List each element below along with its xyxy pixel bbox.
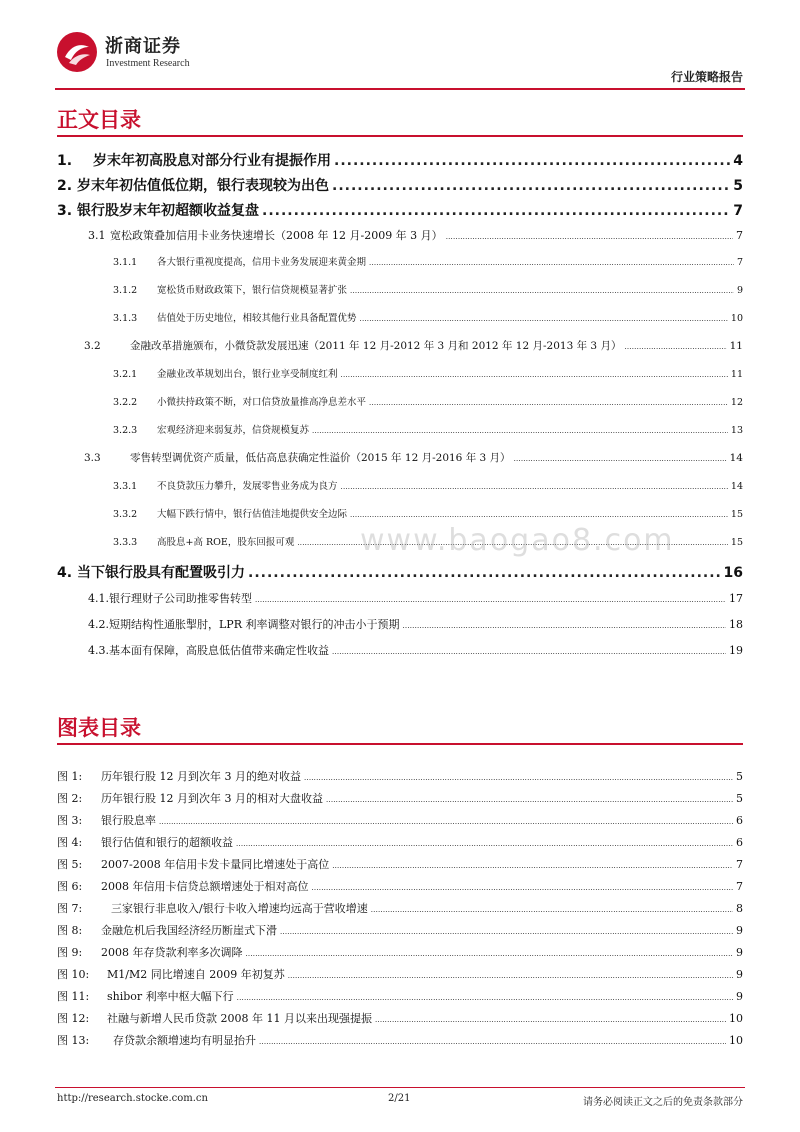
toc-entry-number: 3.1.2: [113, 285, 138, 296]
toc-entry-page: 15: [730, 509, 743, 520]
toc-entry[interactable]: [88, 642, 743, 658]
figure-leader-dots: [159, 814, 733, 827]
toc-entry-page: 7: [736, 257, 743, 268]
toc-entry[interactable]: [113, 394, 743, 408]
toc-entry-number: 3.3.3: [113, 537, 138, 548]
toc-entry-text: 金融改革措施颁布，小微贷款发展迅速（2011 年 12 月-2012 年 3 月和 2012 年 12 月-2013 年 3 月）: [130, 340, 622, 352]
toc-entry[interactable]: [113, 506, 743, 520]
toc-entry-text: 不良贷款压力攀升，发展零售业务成为良方: [157, 481, 338, 492]
figure-entry-label: 图 1:: [57, 770, 83, 783]
figure-entry-page: 10: [729, 1012, 743, 1025]
figure-entry-page: 5: [736, 792, 743, 805]
toc-entry-number: 4.2.: [88, 618, 109, 631]
toc-leader-dots: [341, 481, 728, 492]
figure-entry-label: 图 12:: [57, 1012, 90, 1025]
toc-leader-dots: [262, 203, 730, 219]
toc-leader-dots: [350, 285, 734, 296]
toc-entry[interactable]: [113, 422, 743, 436]
toc-entry-text: 短期结构性通胀掣肘，LPR 利率调整对银行的冲击小于预期: [109, 618, 400, 631]
toc-leader-dots: [332, 644, 726, 657]
figure-entry-label: 图 6:: [57, 880, 83, 893]
figure-entry-page: 7: [736, 880, 743, 893]
figure-entry-text: 金融危机后我国经济经历断崖式下滑: [101, 924, 277, 937]
toc-entry-page: 12: [730, 397, 743, 408]
figure-entry[interactable]: [57, 878, 743, 894]
toc-leader-dots: [312, 425, 728, 436]
figure-entry[interactable]: [57, 856, 743, 872]
figure-entry-text: M1/M2 同比增速自 2009 年初复苏: [107, 968, 285, 981]
toc-entry-number: 3.2.3: [113, 425, 138, 436]
figure-entry-text: 三家银行非息收入/银行卡收入增速均远高于营收增速: [111, 902, 368, 915]
figure-leader-dots: [288, 968, 733, 981]
toc-entry-page: 18: [729, 618, 743, 631]
figure-entry-page: 10: [729, 1034, 743, 1047]
toc-entry-number: 4.: [57, 565, 73, 581]
toc-leader-dots: [248, 565, 721, 581]
toc-leader-dots: [369, 397, 728, 408]
toc-entry-number: 3.1: [88, 229, 106, 242]
toc-entry-page: 16: [723, 565, 743, 581]
toc-entry-number: 3.2.1: [113, 369, 138, 380]
toc-entry-text: 基本面有保障，高股息低估值带来确定性收益: [109, 644, 329, 657]
toc-entry-number: 3.1.1: [113, 257, 138, 268]
toc-entry[interactable]: [57, 150, 743, 170]
toc-entry[interactable]: [113, 478, 743, 492]
toc-leader-dots: [255, 592, 726, 605]
toc-entry-text: 岁末年初估值低位期，银行表现较为出色: [77, 178, 329, 194]
toc-entry-text: 宏观经济迎来弱复苏，信贷规模复苏: [157, 425, 310, 436]
toc-entry-text: 宽松货币财政政策下，银行信贷规模显著扩张: [157, 285, 348, 296]
toc-entry-text: 当下银行股具有配置吸引力: [77, 565, 245, 581]
figure-list-title-rule: [57, 743, 743, 745]
toc-entry-number: 1.: [57, 153, 73, 169]
toc-entry-page: 11: [729, 340, 743, 352]
figure-leader-dots: [312, 880, 734, 893]
figure-entry-label: 图 7:: [57, 902, 83, 915]
toc-entry-text: 各大银行重视度提高，信用卡业务发展迎来黄金期: [157, 257, 367, 268]
logo-mark-icon: [55, 30, 99, 74]
figure-entry-page: 9: [736, 968, 743, 981]
figure-entry-text: 2008 年信用卡信贷总额增速处于相对高位: [101, 880, 309, 893]
toc-entry[interactable]: [88, 616, 743, 632]
footer-divider: [55, 1087, 745, 1088]
toc-entry[interactable]: [88, 227, 743, 243]
figure-entry[interactable]: [57, 944, 743, 960]
toc-entry-text: 大幅下跌行情中，银行估值洼地提供安全边际: [157, 509, 348, 520]
figure-entry-text: 社融与新增人民币贷款 2008 年 11 月以来出现强提振: [107, 1012, 372, 1025]
toc-entry[interactable]: [113, 254, 743, 268]
toc-entry-number: 3.1.3: [113, 313, 138, 324]
company-logo: [55, 28, 235, 78]
toc-entry-number: 3.3.1: [113, 481, 138, 492]
footer-disclaimer: 请务必阅读正文之后的免责条款部分: [583, 1097, 743, 1108]
figure-list-title: 图表目录: [57, 716, 141, 740]
toc-entry-number: 3.3: [84, 452, 101, 464]
footer-url[interactable]: http://research.stocke.com.cn: [57, 1093, 208, 1104]
figure-leader-dots: [332, 858, 733, 871]
toc-entry-page: 7: [733, 203, 743, 219]
figure-entry-label: 图 9:: [57, 946, 83, 959]
figure-entry-text: 历年银行股 12 月到次年 3 月的相对大盘收益: [101, 792, 323, 805]
toc-entry-number: 4.3.: [88, 644, 109, 657]
page-header: [55, 28, 745, 90]
figure-leader-dots: [237, 990, 733, 1003]
figure-entry-text: 2008 年存贷款利率多次调降: [101, 946, 243, 959]
figure-entry[interactable]: [57, 900, 743, 916]
figure-entry[interactable]: [57, 966, 743, 982]
figure-leader-dots: [304, 770, 733, 783]
toc-entry-page: 5: [733, 178, 743, 194]
figure-entry-text: 存贷款余额增速均有明显抬升: [113, 1034, 256, 1047]
toc-entry[interactable]: [84, 338, 743, 353]
figure-leader-dots: [371, 902, 733, 915]
figure-entry-page: 9: [736, 990, 743, 1003]
toc-entry-text: 小微扶持政策不断，对口信贷放量推高净息差水平: [157, 397, 367, 408]
toc-entry-page: 4: [733, 153, 743, 169]
toc-leader-dots: [624, 340, 726, 352]
toc-entry[interactable]: [113, 282, 743, 296]
figure-entry[interactable]: [57, 922, 743, 938]
toc-entry[interactable]: [84, 450, 743, 465]
toc-entry-text: 金融业改革规划出台，银行业享受制度红利: [157, 369, 338, 380]
toc-entry[interactable]: [113, 310, 743, 324]
page-number: 2/21: [388, 1093, 411, 1104]
figure-entry[interactable]: [57, 768, 743, 784]
toc-entry-text: 估值处于历史地位，相较其他行业具备配置优势: [157, 313, 357, 324]
report-type: 行业策略报告: [670, 70, 743, 84]
toc-leader-dots: [369, 257, 734, 268]
figure-entry-label: 图 10:: [57, 968, 90, 981]
figure-entry[interactable]: [57, 834, 743, 850]
toc-entry-number: 3.: [57, 203, 73, 219]
toc-entry[interactable]: [57, 200, 743, 220]
toc-entry[interactable]: [57, 562, 743, 582]
toc-entry-text: 高股息+高 ROE，股东回报可观: [157, 537, 295, 548]
toc-entry-page: 10: [730, 313, 743, 324]
figure-entry-text: shibor 利率中枢大幅下行: [107, 990, 234, 1003]
logo-en-text: Investment Research: [106, 58, 190, 69]
toc-entry-page: 13: [730, 425, 743, 436]
figure-entry-page: 8: [736, 902, 743, 915]
toc-entry-text: 宽松政策叠加信用卡业务快速增长（2008 年 12 月-2009 年 3 月）: [110, 229, 443, 242]
header-divider: [55, 88, 745, 90]
toc-leader-dots: [402, 618, 726, 631]
toc-title-rule: [57, 135, 743, 137]
logo-cn-text: 浙商证券: [105, 36, 181, 57]
figure-entry-page: 6: [736, 814, 743, 827]
figure-leader-dots: [280, 924, 733, 937]
figure-entry-label: 图 13:: [57, 1034, 90, 1047]
toc-entry[interactable]: [113, 366, 743, 380]
figure-entry-label: 图 11:: [57, 990, 90, 1003]
toc-entry-page: 15: [730, 537, 743, 548]
figure-entry-label: 图 2:: [57, 792, 83, 805]
toc-entry[interactable]: [88, 590, 743, 606]
toc-entry-text: 银行股岁末年初超额收益复盘: [77, 203, 259, 219]
toc-entry-text: 零售转型调优资产质量，低估高息获确定性溢价（2015 年 12 月-2016 年 3 月）: [130, 452, 511, 464]
figure-leader-dots: [236, 836, 733, 849]
toc-entry-number: 3.2: [84, 340, 101, 352]
watermark: www.baogao8.com: [360, 523, 675, 558]
figure-entry-page: 9: [736, 946, 743, 959]
figure-entry-text: 银行估值和银行的超额收益: [101, 836, 233, 849]
figure-entry-text: 银行股息率: [101, 814, 156, 827]
toc-entry-page: 14: [729, 452, 743, 464]
figure-entry-page: 9: [736, 924, 743, 937]
toc-entry-page: 7: [736, 229, 743, 242]
figure-entry-label: 图 4:: [57, 836, 83, 849]
toc-leader-dots: [514, 452, 727, 464]
toc-leader-dots: [341, 369, 728, 380]
toc-entry-text: 岁末年初高股息对部分行业有提振作用: [93, 153, 331, 169]
toc-entry[interactable]: [57, 175, 743, 195]
toc-entry-number: 3.3.2: [113, 509, 138, 520]
toc-leader-dots: [360, 313, 728, 324]
toc-entry-page: 19: [729, 644, 743, 657]
figure-entry[interactable]: [57, 790, 743, 806]
figure-entry[interactable]: [57, 1010, 743, 1026]
figure-entry[interactable]: [57, 812, 743, 828]
figure-entry-page: 6: [736, 836, 743, 849]
figure-entry-text: 2007-2008 年信用卡发卡量同比增速处于高位: [101, 858, 330, 871]
toc-entry-text: 银行理财子公司助推零售转型: [109, 592, 252, 605]
toc-entry-page: 9: [736, 285, 743, 296]
toc-leader-dots: [350, 509, 728, 520]
figure-entry-label: 图 5:: [57, 858, 83, 871]
figure-entry-label: 图 8:: [57, 924, 83, 937]
toc-entry-number: 3.2.2: [113, 397, 138, 408]
toc-entry-number: 4.1.: [88, 592, 109, 605]
figure-entry-text: 历年银行股 12 月到次年 3 月的绝对收益: [101, 770, 301, 783]
figure-entry-page: 7: [736, 858, 743, 871]
toc-entry-page: 14: [730, 481, 743, 492]
figure-leader-dots: [375, 1012, 726, 1025]
toc-leader-dots: [334, 153, 730, 169]
toc-leader-dots: [332, 178, 730, 194]
figure-entry[interactable]: [57, 1032, 743, 1048]
toc-title: 正文目录: [57, 108, 141, 132]
toc-entry-page: 17: [729, 592, 743, 605]
toc-leader-dots: [446, 229, 733, 242]
toc-entry-number: 2.: [57, 178, 73, 194]
figure-leader-dots: [326, 792, 733, 805]
toc-entry-page: 11: [730, 369, 743, 380]
figure-leader-dots: [246, 946, 734, 959]
figure-entry[interactable]: [57, 988, 743, 1004]
figure-leader-dots: [259, 1034, 726, 1047]
figure-entry-label: 图 3:: [57, 814, 83, 827]
figure-entry-page: 5: [736, 770, 743, 783]
